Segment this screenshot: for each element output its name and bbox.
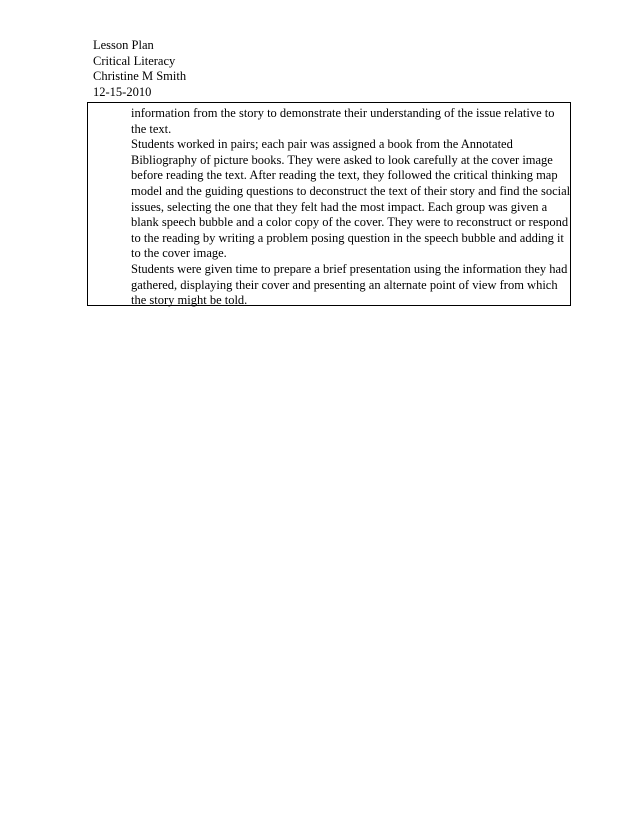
lesson-content-box <box>87 102 571 306</box>
paragraph-presentation: Students were given time to prepare a brief presentation using the information they had gathered, displaying their cover and presenting an alternate point of view from which the story might be told. <box>131 261 568 308</box>
header-author: Christine M Smith <box>93 69 187 84</box>
lesson-content-text <box>131 106 571 309</box>
document-header <box>93 38 186 100</box>
paragraph-continuation: information from the story to demonstrate their understanding of the issue relative to the text. <box>131 106 555 136</box>
header-subject: Critical Literacy <box>93 53 176 68</box>
header-date: 12-15-2010 <box>93 84 152 99</box>
header-title: Lesson Plan <box>93 38 154 52</box>
paragraph-pair-activity: Students worked in pairs; each pair was assigned a book from the Annotated Bibliography of picture books. They were asked to look carefully at the cover image before reading the text. After reading the text, they followed the critical thinking map model and the guiding questions to deconstruct the text of their story and find the social issues, selecting the one that they felt had the most impact. Each group was given a blank speech bubble and a color copy of the cover. They were to reconstruct or respond to the reading by writing a problem posing question in the speech bubble and adding it to the cover image. <box>131 137 571 261</box>
